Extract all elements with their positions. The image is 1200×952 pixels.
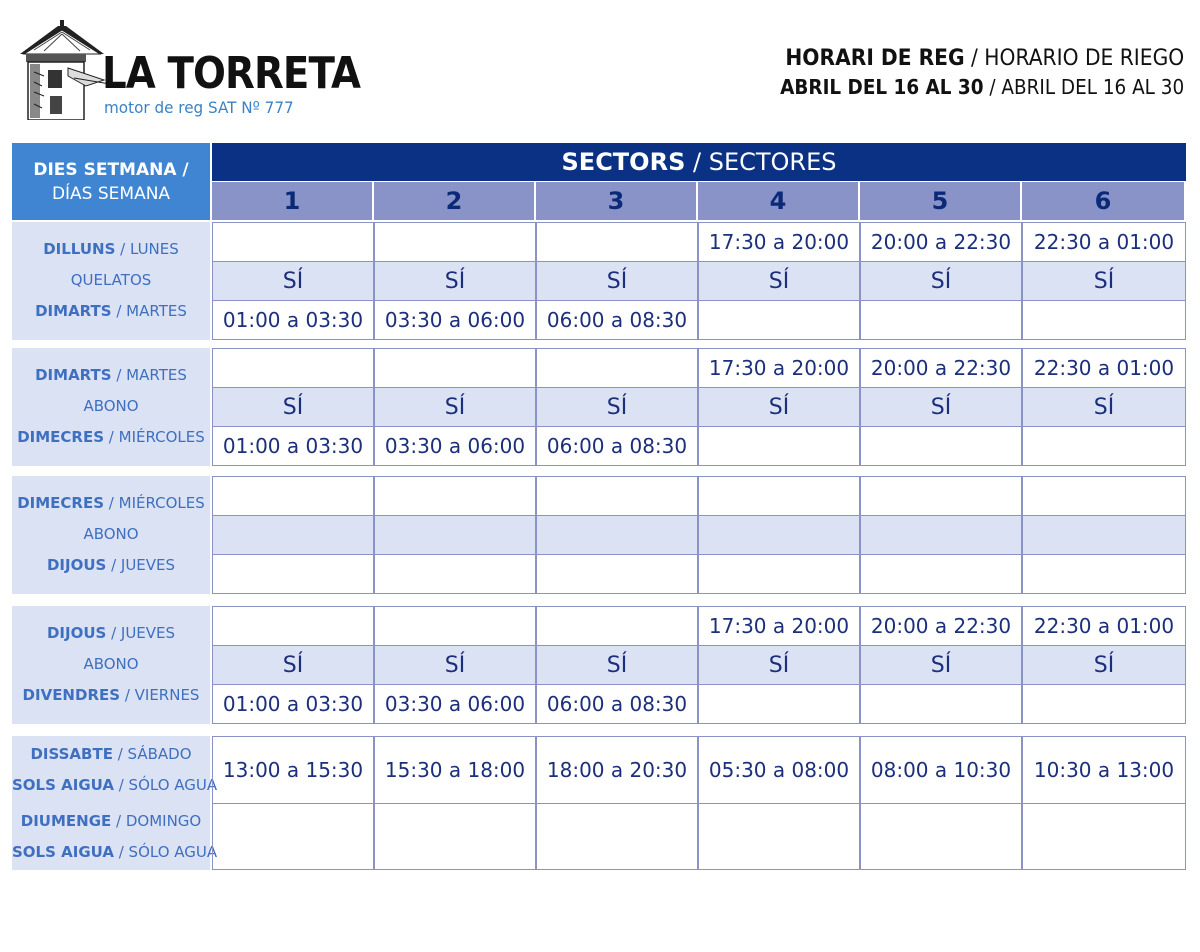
sectors-header-sep: /: [685, 148, 709, 176]
schedule-cell: 05:30 a 08:00: [698, 736, 860, 804]
day-label-rest: ABONO: [83, 655, 139, 673]
schedule-cell: 03:30 a 06:00: [374, 684, 536, 724]
schedule-cell: 17:30 a 20:00: [698, 348, 860, 388]
days-header-bold: DIES SETMANA /: [33, 159, 189, 180]
day-label-rest: / SÓLO AGUA: [113, 776, 218, 794]
schedule-cell: [536, 476, 698, 516]
day-label: [12, 843, 218, 861]
schedule-cell: [860, 426, 1022, 466]
days-header-rest: DÍAS SEMANA: [51, 183, 171, 204]
schedule-cell: [698, 554, 860, 594]
day-label-rest: / MARTES: [111, 366, 187, 384]
schedule-cell: 01:00 a 03:30: [212, 426, 374, 466]
title-line-2-rest: ABRIL DEL 16 AL 30: [1001, 75, 1184, 99]
day-label-rest: / JUEVES: [106, 556, 176, 574]
schedule-cell: SÍ: [1022, 387, 1186, 427]
schedule-cell: SÍ: [212, 387, 374, 427]
schedule-cell: 06:00 a 08:30: [536, 684, 698, 724]
schedule-cell: [1022, 476, 1186, 516]
schedule-cell: [698, 803, 860, 870]
schedule-cell: [1022, 515, 1186, 555]
day-label: [12, 271, 210, 289]
schedule-cell: [1022, 803, 1186, 870]
day-label-bold: DIMECRES: [17, 428, 105, 446]
schedule-cell: 03:30 a 06:00: [374, 300, 536, 340]
schedule-cell: 03:30 a 06:00: [374, 426, 536, 466]
day-label: [12, 366, 210, 384]
schedule-cell: SÍ: [536, 387, 698, 427]
schedule-cell: 20:00 a 22:30: [860, 348, 1022, 388]
day-label: [12, 240, 210, 258]
schedule-cell: [374, 803, 536, 870]
brand-logo: [14, 20, 361, 120]
day-label: [12, 494, 210, 512]
schedule-cell: [698, 684, 860, 724]
schedule-cell: 01:00 a 03:30: [212, 300, 374, 340]
schedule-cell: [212, 803, 374, 870]
schedule-cell: [212, 476, 374, 516]
title-line-1: [780, 46, 1184, 71]
day-label-rest: / MIÉRCOLES: [104, 494, 205, 512]
day-label-rest: / MIÉRCOLES: [104, 428, 205, 446]
schedule-cell: [860, 300, 1022, 340]
schedule-cell: [1022, 554, 1186, 594]
day-label: [12, 655, 210, 673]
day-label-rest: QUELATOS: [70, 271, 152, 289]
schedule-cell: SÍ: [860, 261, 1022, 301]
schedule-cell: SÍ: [860, 387, 1022, 427]
sector-number-2: 2: [374, 182, 536, 220]
brand-name: LA TORRETA: [102, 48, 361, 99]
sectors-header: [212, 143, 1186, 181]
schedule-cell: SÍ: [536, 645, 698, 685]
brand-subtitle: motor de reg SAT Nº 777: [104, 98, 294, 117]
schedule-cell: 10:30 a 13:00: [1022, 736, 1186, 804]
sector-number-4: 4: [698, 182, 860, 220]
schedule-cell: SÍ: [860, 645, 1022, 685]
schedule-cell: 18:00 a 20:30: [536, 736, 698, 804]
schedule-cell: [698, 426, 860, 466]
day-label-bold: DIUMENGE: [20, 812, 112, 830]
schedule-cell: [1022, 300, 1186, 340]
day-label-bold: SOLS AIGUA: [12, 843, 114, 861]
schedule-cell: [698, 476, 860, 516]
schedule-cell: 15:30 a 18:00: [374, 736, 536, 804]
day-label-rest: ABONO: [83, 525, 139, 543]
sectors-header-rest: SECTORES: [708, 148, 837, 176]
schedule-cell: SÍ: [374, 387, 536, 427]
schedule-cell: SÍ: [536, 261, 698, 301]
day-label-bold: DILLUNS: [43, 240, 116, 258]
schedule-cell: [536, 515, 698, 555]
title-line-1-rest: HORARIO DE RIEGO: [984, 46, 1184, 71]
day-label: [12, 776, 218, 794]
schedule-cell: SÍ: [212, 261, 374, 301]
day-label-bold: DIMECRES: [17, 494, 105, 512]
day-label: [12, 556, 210, 574]
schedule-cell: SÍ: [374, 261, 536, 301]
day-label: [12, 624, 210, 642]
day-label: [12, 745, 210, 763]
title-line-1-bold: HORARI DE REG: [785, 46, 965, 71]
schedule-cell: SÍ: [1022, 645, 1186, 685]
schedule-cell: [860, 476, 1022, 516]
schedule-cell: [536, 803, 698, 870]
schedule-cell: [1022, 684, 1186, 724]
title-line-2-bold: ABRIL DEL 16 AL 30: [779, 75, 984, 99]
sector-number-3: 3: [536, 182, 698, 220]
schedule-cell: [860, 803, 1022, 870]
day-label-rest: / SÓLO AGUA: [113, 843, 218, 861]
day-label: [12, 428, 210, 446]
schedule-cell: [374, 222, 536, 262]
schedule-cell: [698, 515, 860, 555]
days-header: [12, 143, 210, 220]
schedule-cell: 01:00 a 03:30: [212, 684, 374, 724]
day-label-bold: DIJOUS: [46, 624, 107, 642]
schedule-cell: [1022, 426, 1186, 466]
schedule-cell: [536, 348, 698, 388]
schedule-cell: [860, 515, 1022, 555]
schedule-cell: 06:00 a 08:30: [536, 300, 698, 340]
day-label-bold: DIMARTS: [35, 302, 112, 320]
day-label-rest: / SÁBADO: [112, 745, 192, 763]
sector-number-5: 5: [860, 182, 1022, 220]
schedule-cell: SÍ: [698, 261, 860, 301]
page-title: [745, 46, 1184, 99]
day-label: [12, 525, 210, 543]
schedule-cell: [374, 554, 536, 594]
schedule-cell: [212, 554, 374, 594]
schedule-cell: [374, 606, 536, 646]
sector-number-1: 1: [212, 182, 374, 220]
title-line-2-sep: /: [983, 75, 1002, 99]
schedule-cell: SÍ: [698, 645, 860, 685]
schedule-cell: [860, 684, 1022, 724]
schedule-cell: [374, 476, 536, 516]
day-label-bold: DIJOUS: [46, 556, 107, 574]
schedule-cell: 17:30 a 20:00: [698, 222, 860, 262]
schedule-cell: SÍ: [212, 645, 374, 685]
day-label-rest: / JUEVES: [106, 624, 176, 642]
schedule-cell: [698, 300, 860, 340]
day-label: [12, 397, 210, 415]
day-label-bold: DISSABTE: [30, 745, 113, 763]
schedule-cell: [536, 222, 698, 262]
schedule-cell: 13:00 a 15:30: [212, 736, 374, 804]
schedule-cell: SÍ: [698, 387, 860, 427]
schedule-cell: 22:30 a 01:00: [1022, 606, 1186, 646]
sector-number-6: 6: [1022, 182, 1186, 220]
schedule-cell: [374, 348, 536, 388]
schedule-cell: 08:00 a 10:30: [860, 736, 1022, 804]
schedule-cell: 22:30 a 01:00: [1022, 222, 1186, 262]
day-label-rest: / VIERNES: [120, 686, 200, 704]
schedule-cell: 22:30 a 01:00: [1022, 348, 1186, 388]
sectors-header-bold: SECTORS: [561, 148, 686, 176]
schedule-cell: [212, 348, 374, 388]
day-label-bold: DIVENDRES: [22, 686, 121, 704]
title-line-1-sep: /: [964, 46, 985, 71]
schedule-cell: 06:00 a 08:30: [536, 426, 698, 466]
day-label: [12, 302, 210, 320]
tower-icon: [14, 20, 110, 120]
schedule-cell: 20:00 a 22:30: [860, 606, 1022, 646]
schedule-cell: [536, 554, 698, 594]
schedule-cell: [212, 515, 374, 555]
title-line-2: [780, 75, 1184, 99]
day-label-bold: DIMARTS: [35, 366, 112, 384]
day-label-rest: ABONO: [83, 397, 139, 415]
schedule-cell: [374, 515, 536, 555]
schedule-cell: [212, 606, 374, 646]
schedule-cell: [212, 222, 374, 262]
day-label-bold: SOLS AIGUA: [12, 776, 114, 794]
schedule-cell: SÍ: [1022, 261, 1186, 301]
day-label-rest: / MARTES: [111, 302, 187, 320]
day-label-rest: / LUNES: [115, 240, 179, 258]
schedule-cell: SÍ: [374, 645, 536, 685]
schedule-cell: 17:30 a 20:00: [698, 606, 860, 646]
day-label: [12, 812, 210, 830]
schedule-cell: [860, 554, 1022, 594]
schedule-cell: 20:00 a 22:30: [860, 222, 1022, 262]
day-label-rest: / DOMINGO: [111, 812, 202, 830]
day-label: [12, 686, 210, 704]
schedule-cell: [536, 606, 698, 646]
